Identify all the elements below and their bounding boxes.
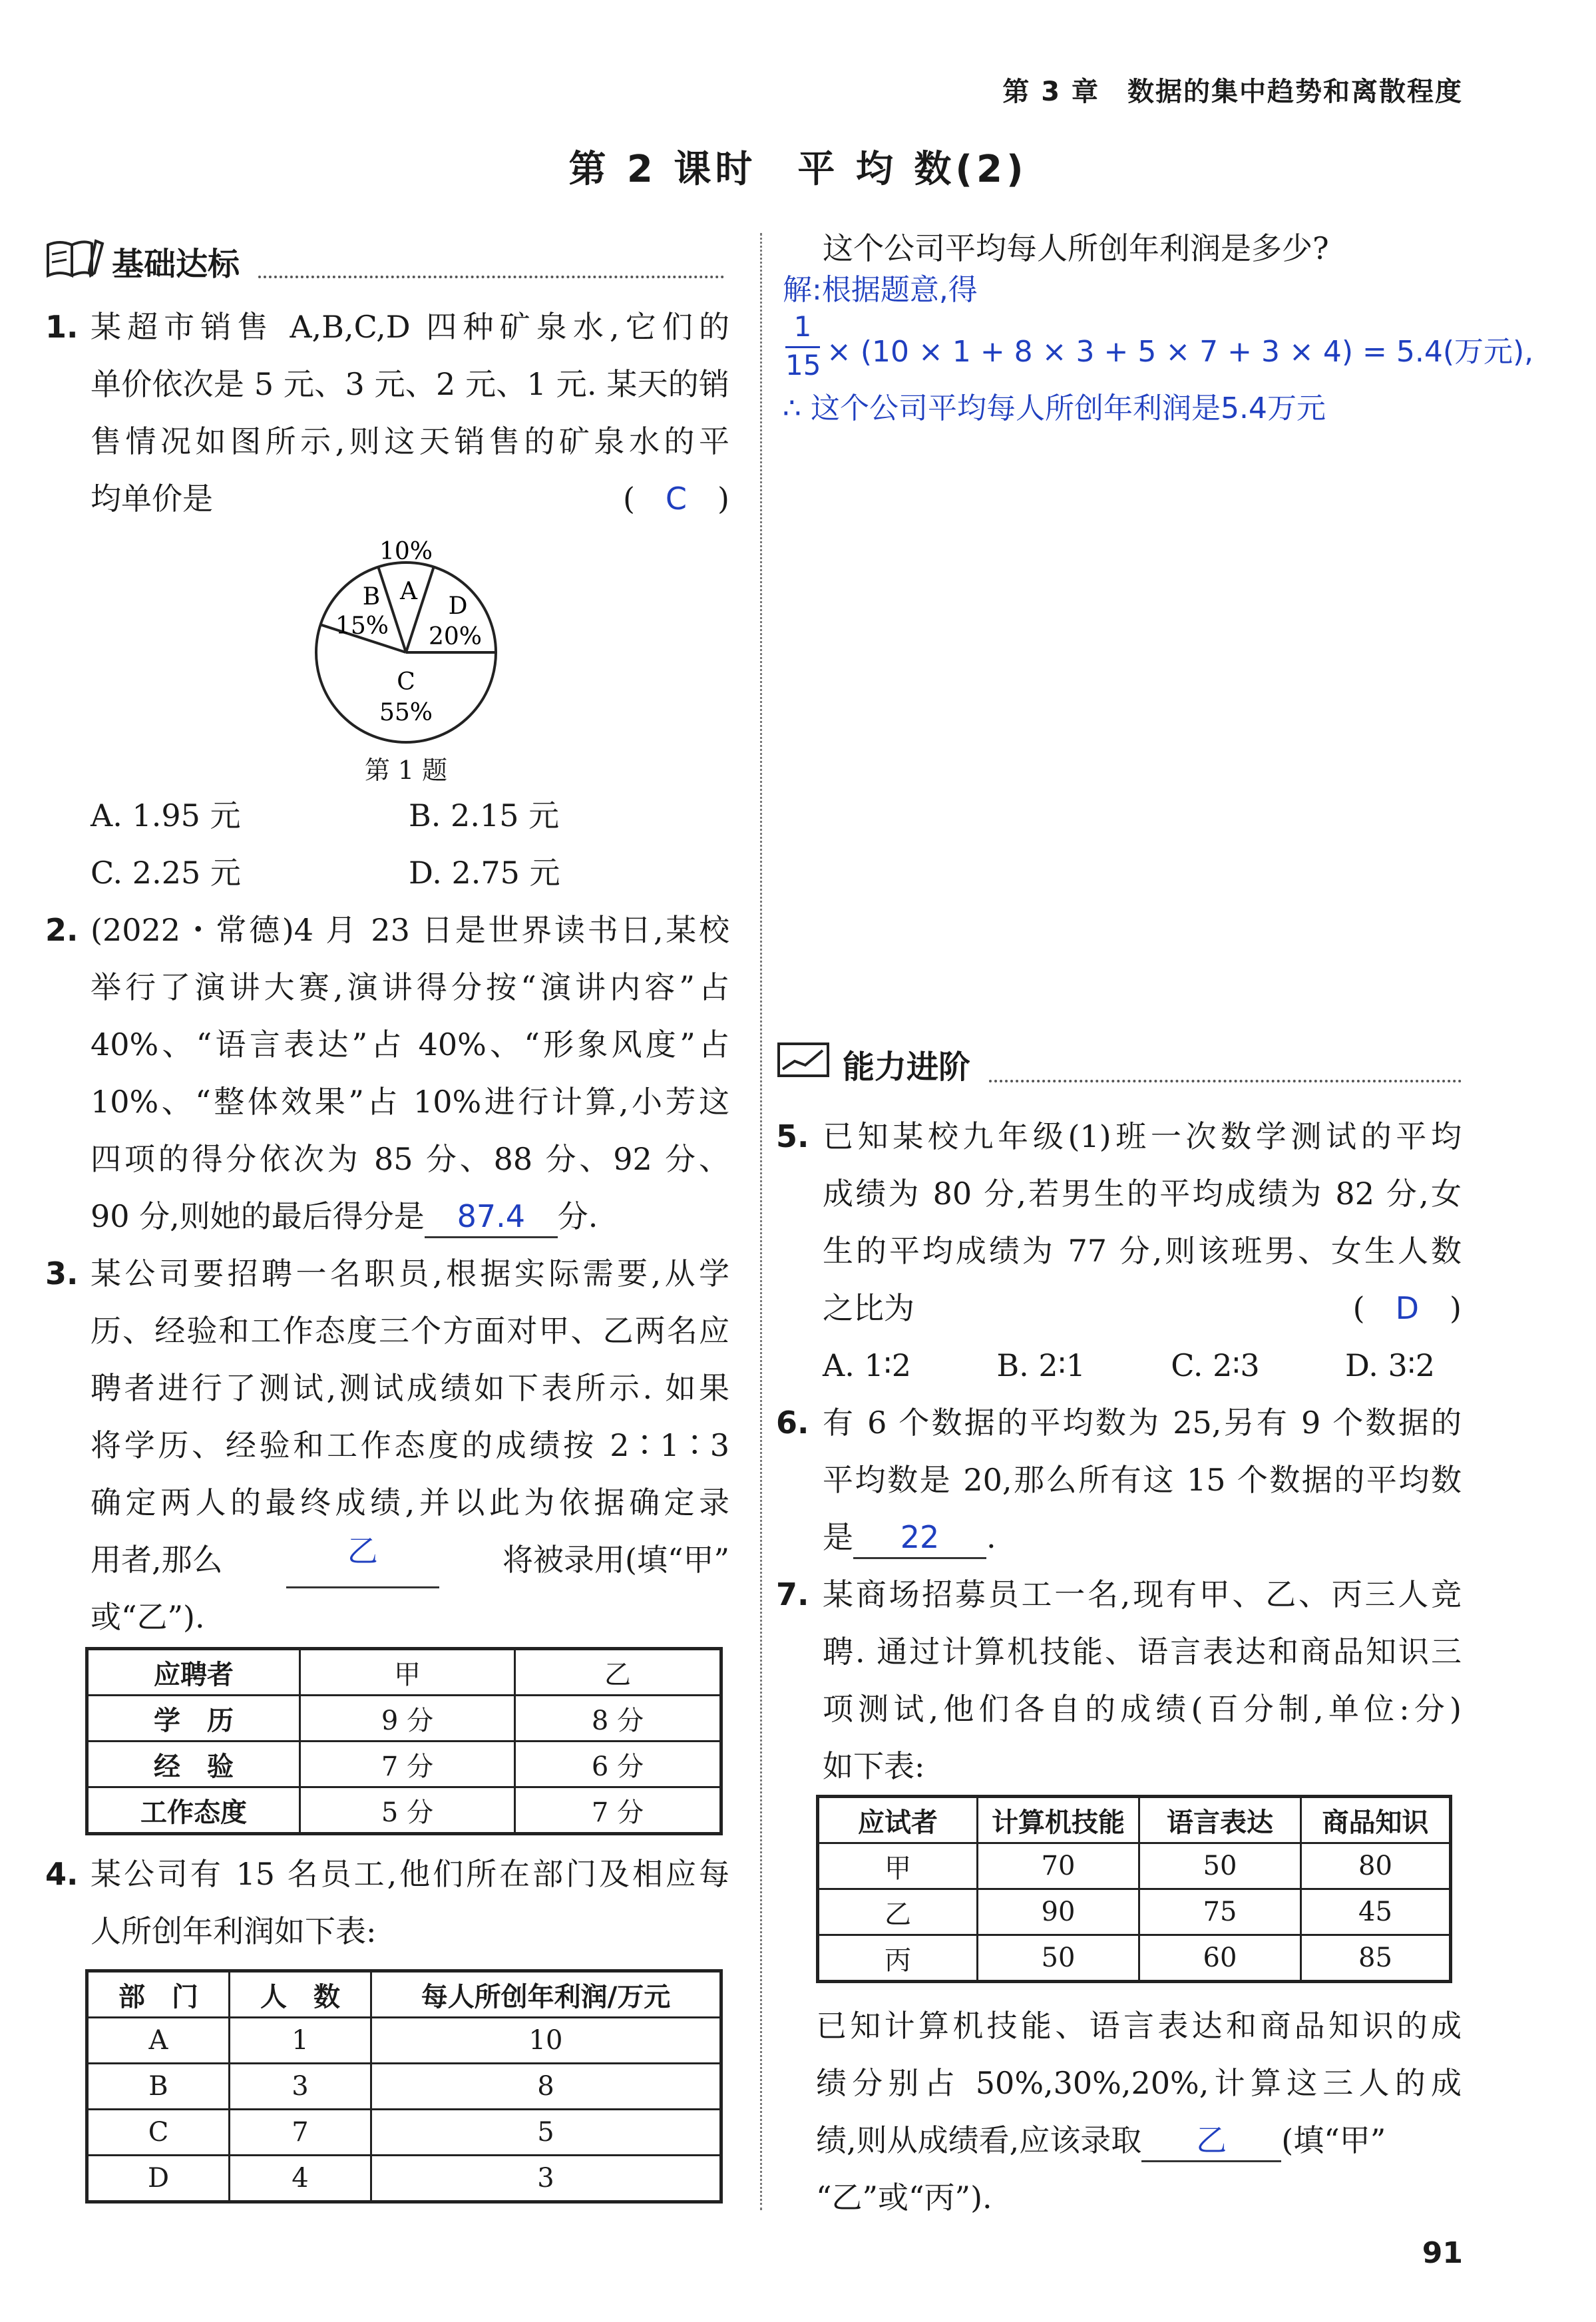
q3-line: 历、经验和工作态度三个方面对甲、乙两名应: [91, 1313, 729, 1349]
q4-solution-line3: ∴ 这个公司平均每人所创年利润是5.4万元: [783, 391, 1326, 425]
q2-line: 举行了演讲大赛,演讲得分按“演讲内容”占: [91, 969, 729, 1005]
chapter-header: 第 3 章 数据的集中趋势和离散程度: [1002, 77, 1463, 107]
q4-solution-expression: [785, 310, 1534, 390]
q3-th: 应聘者: [87, 1649, 300, 1696]
q1-option-b: B. 2.15 元: [409, 798, 560, 833]
q4-line: 某公司有 15 名员工,他们所在部门及相应每: [91, 1856, 729, 1892]
table-row: 学 历 9 分 8 分: [87, 1696, 721, 1742]
q4-number: 4.: [45, 1856, 79, 1892]
q7-th: 商品知识: [1301, 1797, 1451, 1843]
q3-line: 将学历、经验和工作态度的成绩按 2∶1∶3: [91, 1427, 729, 1463]
table-row: 乙 90 75 45: [818, 1889, 1451, 1935]
figure-caption: 第 1 题: [364, 756, 448, 785]
q4-table: [85, 1969, 723, 2204]
q3-table: [85, 1647, 723, 1835]
q2-line: 10%、“整体效果”占 10%进行计算,小芳这: [91, 1084, 729, 1120]
q5-text: [823, 1108, 1462, 1394]
table-row: 经 验 7 分 6 分: [87, 1742, 721, 1787]
q5-option-a: A. 1∶2: [823, 1347, 911, 1383]
book-pencil-icon: [45, 234, 106, 281]
q5-line: 成绩为 80 分,若男生的平均成绩为 82 分,女: [823, 1176, 1462, 1212]
q7-line: 项测试,他们各自的成绩(百分制,单位:分): [823, 1691, 1462, 1727]
q4-text: [91, 1845, 729, 1960]
table-row: C 7 5: [87, 2110, 721, 2156]
q7-after-line: 已知计算机技能、语言表达和商品知识的成: [816, 2008, 1462, 2044]
table-row: 工作态度 5 分 7 分: [87, 1787, 721, 1834]
q5-option-b: B. 2∶1: [996, 1347, 1086, 1383]
q1-line: 单价依次是 5 元、3 元、2 元、1 元. 某天的销: [91, 366, 729, 402]
q1-option-a: A. 1.95 元: [91, 798, 241, 833]
fraction-numerator: 1: [793, 310, 812, 343]
q6-text: [823, 1394, 1462, 1566]
q5-answer: D: [1395, 1290, 1420, 1326]
section-advanced-title: 能力进阶: [843, 1048, 971, 1086]
q2-line: (2022・常德)4 月 23 日是世界读书日,某校: [91, 912, 729, 948]
q3-number: 3.: [45, 1256, 79, 1291]
q4-th: 部 门: [87, 1971, 230, 2018]
q7-text: [823, 1566, 1462, 1795]
q7-answer-blank: 乙: [1141, 2120, 1281, 2162]
q3-line: 聘者进行了测试,测试成绩如下表所示. 如果: [91, 1370, 729, 1406]
q1-text: [91, 298, 729, 527]
fraction-denominator: 15: [785, 349, 821, 381]
q5-option-d: D. 3∶2: [1344, 1347, 1435, 1383]
q4-question: 这个公司平均每人所创年利润是多少?: [823, 230, 1329, 266]
q7-after-line: 绩分别占 50%,30%,20%,计算这三人的成: [816, 2065, 1462, 2101]
section-divider: [989, 1080, 1462, 1082]
q7-followup: [816, 1997, 1462, 2226]
q6-line-last: 是 22 .: [823, 1509, 1462, 1566]
table-row: A 1 10: [87, 2018, 721, 2064]
pie-label-d-pct: 20%: [428, 623, 483, 650]
q7-line: 某商场招募员工一名,现有甲、乙、丙三人竞: [823, 1576, 1462, 1612]
q5-line: 生的平均成绩为 77 分,则该班男、女生人数: [823, 1233, 1462, 1269]
q7-line: 聘. 通过计算机技能、语言表达和商品知识三: [823, 1634, 1462, 1670]
q4-solution-line1: 解:根据题意,得: [783, 273, 978, 307]
table-row: 丙 50 60 85: [818, 1935, 1451, 1982]
q3-text: [91, 1245, 729, 1646]
pie-label-d: D: [448, 592, 468, 620]
chart-growth-icon: [776, 1039, 832, 1081]
q1-number: 1.: [45, 309, 79, 345]
q7-th: 语言表达: [1139, 1797, 1301, 1843]
table-row: D 4 3: [87, 2156, 721, 2202]
q1-answer: C: [665, 481, 688, 517]
pie-chart: [293, 533, 519, 752]
q5-number: 5.: [776, 1118, 809, 1154]
q4-th: 每人所创年利润/万元: [371, 1971, 721, 2018]
q7-line: 如下表:: [823, 1748, 925, 1784]
column-divider: [760, 233, 762, 2210]
q2-line: 四项的得分依次为 85 分、88 分、92 分、: [91, 1141, 729, 1177]
q6-number: 6.: [776, 1405, 809, 1441]
section-advanced: [776, 1039, 1468, 1085]
q3-line: 某公司要招聘一名职员,根据实际需要,从学: [91, 1256, 729, 1291]
q1-line: 某超市销售 A,B,C,D 四种矿泉水,它们的: [91, 309, 729, 345]
q7-th: 计算机技能: [978, 1797, 1139, 1843]
q6-line: 平均数是 20,那么所有这 15 个数据的平均数: [823, 1462, 1462, 1498]
section-divider: [258, 276, 724, 278]
q3-line: 确定两人的最终成绩,并以此为依据确定录: [91, 1485, 729, 1520]
q1-line-last: 均单价是 ( C ): [91, 481, 729, 517]
table-row: B 3 8: [87, 2064, 721, 2110]
fraction-bar: [785, 346, 820, 348]
q4-th: 人 数: [230, 1971, 371, 2018]
q7-final: “乙”或“丙”).: [816, 2180, 992, 2215]
q3-line-6: 用者,那么 乙 将被录用(填“甲”: [91, 1531, 729, 1588]
q3-th: 甲: [300, 1649, 515, 1696]
page-title: 第 2 课时 平 均 数(2): [568, 148, 1028, 191]
q6-answer-blank: 22: [853, 1517, 986, 1559]
q5-options: [823, 1337, 1435, 1394]
q4-line: 人所创年利润如下表:: [91, 1913, 377, 1949]
q6-line: 有 6 个数据的平均数为 25,另有 9 个数据的: [823, 1405, 1462, 1441]
q7-answer-line: 绩,则从成绩看,应该录取 乙 (填“甲”: [816, 2112, 1462, 2169]
pie-label-a: A: [400, 578, 417, 605]
pie-label-c: C: [397, 668, 415, 696]
pie-label-c-pct: 55%: [379, 699, 433, 726]
pie-label-b-pct: 15%: [335, 612, 389, 640]
q2-line-last: 90 分,则她的最后得分是 87.4 分.: [91, 1188, 729, 1245]
q1-line: 售情况如图所示,则这天销售的矿泉水的平: [91, 423, 729, 459]
q7-table: [816, 1795, 1452, 1983]
page-number: 91: [1422, 2236, 1463, 2270]
table-row: 甲 70 50 80: [818, 1843, 1451, 1889]
q2-text: [91, 901, 729, 1245]
q1-option-d: D. 2.75 元: [409, 855, 560, 891]
q5-option-c: C. 2∶3: [1171, 1347, 1260, 1383]
pie-label-b: B: [362, 583, 381, 610]
q3-line-7: 或“乙”).: [91, 1599, 205, 1635]
section-basic: [45, 234, 731, 281]
q2-answer-blank: 87.4: [425, 1196, 558, 1238]
q7-th: 应试者: [818, 1797, 978, 1843]
q5-line: 已知某校九年级(1)班一次数学测试的平均: [823, 1118, 1462, 1154]
section-basic-title: 基础达标: [112, 246, 240, 283]
q3-th: 乙: [515, 1649, 721, 1696]
q2-line: 40%、“语言表达”占 40%、“形象风度”占: [91, 1027, 729, 1062]
q1-option-c: C. 2.25 元: [91, 855, 241, 891]
q5-line-last: 之比为 ( D ): [823, 1290, 1462, 1326]
expression-body: × (10 × 1 + 8 × 3 + 5 × 7 + 3 × 4) = 5.4(万元),: [827, 335, 1534, 369]
q2-number: 2.: [45, 912, 79, 948]
q7-number: 7.: [776, 1576, 809, 1612]
pie-label-a-pct: 10%: [379, 538, 433, 565]
q3-answer-blank: 乙: [286, 1531, 439, 1588]
